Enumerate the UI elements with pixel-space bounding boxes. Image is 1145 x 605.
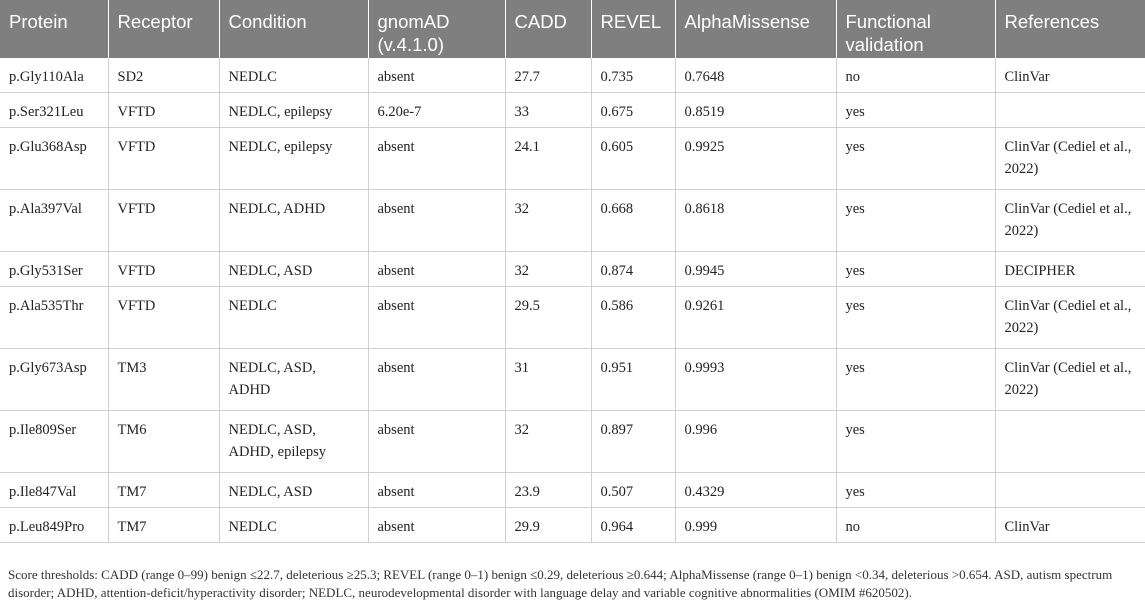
cell-condition: NEDLC (219, 508, 368, 543)
cell-gnomad: 6.20e-7 (368, 93, 505, 128)
cell-protein: p.Ala535Thr (0, 287, 108, 349)
cell-cadd: 24.1 (505, 128, 591, 190)
cell-cadd: 32 (505, 190, 591, 252)
cell-receptor: TM7 (108, 508, 219, 543)
cell-receptor: VFTD (108, 128, 219, 190)
cell-references (995, 473, 1145, 508)
cell-receptor: VFTD (108, 287, 219, 349)
cell-functional-validation: yes (836, 473, 995, 508)
cell-protein: p.Gly673Asp (0, 349, 108, 411)
cell-revel: 0.605 (591, 128, 675, 190)
cell-alphamissense: 0.7648 (675, 58, 836, 93)
cell-protein: p.Ile809Ser (0, 411, 108, 473)
cell-cadd: 33 (505, 93, 591, 128)
cell-alphamissense: 0.8519 (675, 93, 836, 128)
cell-gnomad: absent (368, 190, 505, 252)
cell-revel: 0.507 (591, 473, 675, 508)
cell-cadd: 27.7 (505, 58, 591, 93)
cell-references (995, 93, 1145, 128)
cell-references: DECIPHER (995, 252, 1145, 287)
cell-cadd: 23.9 (505, 473, 591, 508)
table-row (0, 349, 1145, 411)
cell-protein: p.Gly110Ala (0, 58, 108, 93)
cell-condition: NEDLC, epilepsy (219, 128, 368, 190)
cell-references (995, 411, 1145, 473)
table-row (0, 411, 1145, 473)
header-condition: Condition (219, 0, 368, 58)
cell-gnomad: absent (368, 473, 505, 508)
table-row (0, 93, 1145, 128)
cell-receptor: VFTD (108, 252, 219, 287)
cell-revel: 0.964 (591, 508, 675, 543)
table-body (0, 58, 1145, 543)
table-row (0, 190, 1145, 252)
cell-protein: p.Ile847Val (0, 473, 108, 508)
cell-references: ClinVar (Cediel et al., 2022) (995, 190, 1145, 252)
cell-cadd: 31 (505, 349, 591, 411)
cell-alphamissense: 0.9261 (675, 287, 836, 349)
cell-condition: NEDLC, ASD (219, 473, 368, 508)
cell-gnomad: absent (368, 349, 505, 411)
header-cadd: CADD (505, 0, 591, 58)
header-row (0, 0, 1145, 58)
cell-revel: 0.874 (591, 252, 675, 287)
cell-functional-validation: yes (836, 287, 995, 349)
cell-alphamissense: 0.4329 (675, 473, 836, 508)
table-row (0, 508, 1145, 543)
cell-receptor: VFTD (108, 190, 219, 252)
cell-condition: NEDLC, ASD (219, 252, 368, 287)
cell-protein: p.Glu368Asp (0, 128, 108, 190)
cell-references: ClinVar (995, 508, 1145, 543)
cell-condition: NEDLC, ASD, ADHD (219, 349, 368, 411)
cell-alphamissense: 0.9993 (675, 349, 836, 411)
cell-gnomad: absent (368, 128, 505, 190)
cell-alphamissense: 0.9945 (675, 252, 836, 287)
header-revel: REVEL (591, 0, 675, 58)
cell-gnomad: absent (368, 411, 505, 473)
cell-references: ClinVar (Cediel et al., 2022) (995, 128, 1145, 190)
cell-revel: 0.897 (591, 411, 675, 473)
cell-receptor: TM7 (108, 473, 219, 508)
cell-revel: 0.675 (591, 93, 675, 128)
cell-alphamissense: 0.8618 (675, 190, 836, 252)
cell-protein: p.Leu849Pro (0, 508, 108, 543)
cell-functional-validation: yes (836, 411, 995, 473)
header-alphamissense: AlphaMissense (675, 0, 836, 58)
cell-cadd: 29.5 (505, 287, 591, 349)
header-receptor: Receptor (108, 0, 219, 58)
cell-gnomad: absent (368, 508, 505, 543)
cell-functional-validation: no (836, 58, 995, 93)
cell-revel: 0.951 (591, 349, 675, 411)
cell-condition: NEDLC, ADHD (219, 190, 368, 252)
cell-cadd: 32 (505, 411, 591, 473)
cell-alphamissense: 0.996 (675, 411, 836, 473)
table-row (0, 128, 1145, 190)
table-row (0, 473, 1145, 508)
cell-gnomad: absent (368, 252, 505, 287)
cell-functional-validation: yes (836, 349, 995, 411)
cell-revel: 0.668 (591, 190, 675, 252)
cell-references: ClinVar (995, 58, 1145, 93)
cell-alphamissense: 0.9925 (675, 128, 836, 190)
cell-condition: NEDLC (219, 58, 368, 93)
header-protein: Protein (0, 0, 108, 58)
table-row (0, 252, 1145, 287)
cell-protein: p.Gly531Ser (0, 252, 108, 287)
cell-receptor: SD2 (108, 58, 219, 93)
cell-revel: 0.586 (591, 287, 675, 349)
cell-gnomad: absent (368, 58, 505, 93)
cell-functional-validation: yes (836, 190, 995, 252)
cell-receptor: VFTD (108, 93, 219, 128)
cell-references: ClinVar (Cediel et al., 2022) (995, 349, 1145, 411)
cell-references: ClinVar (Cediel et al., 2022) (995, 287, 1145, 349)
cell-protein: p.Ser321Leu (0, 93, 108, 128)
cell-gnomad: absent (368, 287, 505, 349)
cell-condition: NEDLC, epilepsy (219, 93, 368, 128)
header-functional-validation: Functional validation (836, 0, 995, 58)
cell-protein: p.Ala397Val (0, 190, 108, 252)
table-row (0, 58, 1145, 93)
header-gnomad: gnomAD (v.4.1.0) (368, 0, 505, 58)
cell-functional-validation: yes (836, 252, 995, 287)
cell-functional-validation: yes (836, 93, 995, 128)
cell-functional-validation: no (836, 508, 995, 543)
table-row (0, 287, 1145, 349)
cell-functional-validation: yes (836, 128, 995, 190)
cell-condition: NEDLC (219, 287, 368, 349)
cell-receptor: TM6 (108, 411, 219, 473)
cell-cadd: 29.9 (505, 508, 591, 543)
table-footnote: Score thresholds: CADD (range 0–99) benign ≤22.7, deleterious ≥25.3; REVEL (range 0–1) benign ≤0.29, deleterious ≥0.644; AlphaMissense (range 0–1) benign <0.34, deleterious >0.654. ASD, autism spectrum disorder; ADHD, attention-deficit/hyperactivity disorder; NEDLC, neurodevelopmental disorder with language delay and variable cognitive abnormalities (OMIM #620502). (8, 567, 1113, 600)
header-references: References (995, 0, 1145, 58)
cell-cadd: 32 (505, 252, 591, 287)
cell-condition: NEDLC, ASD, ADHD, epilepsy (219, 411, 368, 473)
cell-revel: 0.735 (591, 58, 675, 93)
cell-alphamissense: 0.999 (675, 508, 836, 543)
cell-receptor: TM3 (108, 349, 219, 411)
